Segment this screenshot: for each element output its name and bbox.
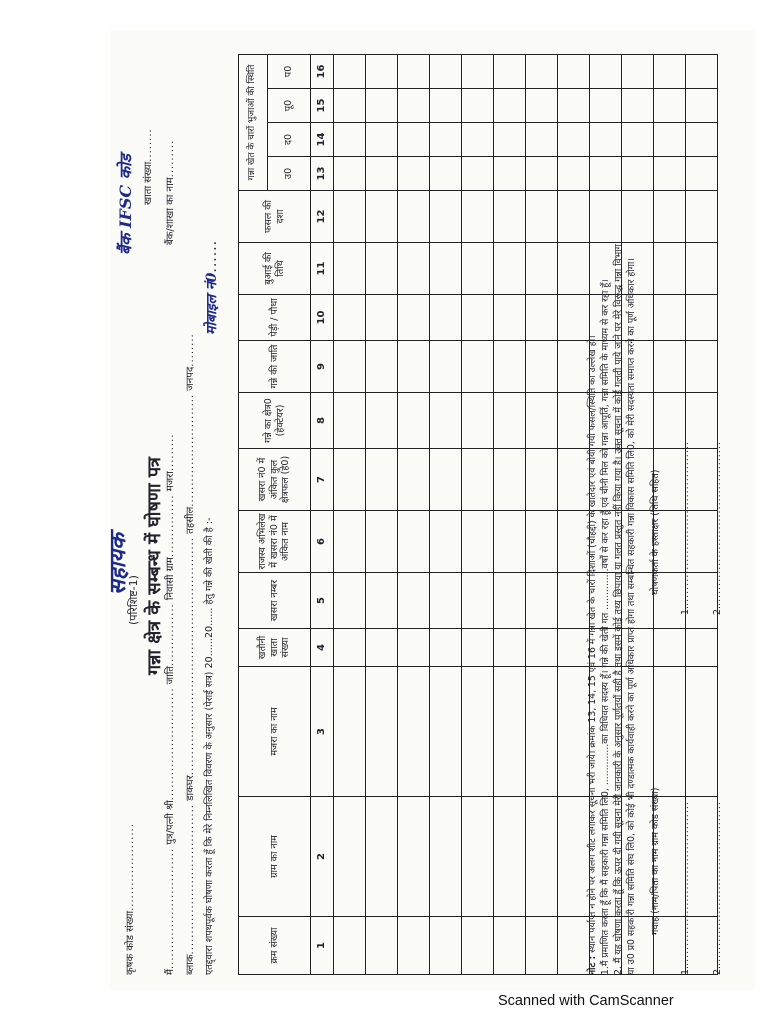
table-cell[interactable] xyxy=(526,341,558,393)
table-cell[interactable] xyxy=(398,157,430,191)
table-cell[interactable] xyxy=(558,511,590,573)
table-cell[interactable] xyxy=(686,629,718,667)
table-cell[interactable] xyxy=(398,89,430,123)
col-header: फसल की दशा xyxy=(239,191,311,243)
table-cell[interactable] xyxy=(494,917,526,975)
table-cell[interactable] xyxy=(654,54,686,88)
table-cell[interactable] xyxy=(462,573,494,629)
table-row xyxy=(494,54,526,974)
column-number: 16 xyxy=(311,54,334,88)
mobile-line: मोबाइल नं0...... xyxy=(204,239,220,335)
table-cell[interactable] xyxy=(366,393,398,449)
table-cell[interactable] xyxy=(462,191,494,243)
table-cell[interactable] xyxy=(366,54,398,88)
table-cell[interactable] xyxy=(686,54,718,88)
table-cell[interactable] xyxy=(366,341,398,393)
table-cell[interactable] xyxy=(462,393,494,449)
table-cell[interactable] xyxy=(686,191,718,243)
col-header: क्रम संख्या xyxy=(239,917,311,975)
table-row xyxy=(526,54,558,974)
table-cell[interactable] xyxy=(558,393,590,449)
table-cell[interactable] xyxy=(558,157,590,191)
table-cell[interactable] xyxy=(494,511,526,573)
table-cell[interactable] xyxy=(398,629,430,667)
table-cell[interactable] xyxy=(526,917,558,975)
col-header: गन्ने की जाति xyxy=(239,341,311,393)
table-cell[interactable] xyxy=(494,449,526,511)
table-cell[interactable] xyxy=(398,191,430,243)
note-text: स्थान पर्याप्त न होने पर अलग शीट लगाकर सूचना भरी जाये। क्रमांक 13, 14, 15 एवं 16 में गन्ना खेत के चारों दिशाओं (चौहद्दी) के खातेदार एवं बोयी गयी फसल/स्थिति का उल्लेख हो। xyxy=(587,335,598,953)
table-cell[interactable] xyxy=(430,573,462,629)
col-header: बुआई की तिथि xyxy=(239,243,311,295)
account-number-line: खाता संख्या........ xyxy=(143,128,154,205)
table-cell[interactable] xyxy=(494,629,526,667)
table-cell[interactable] xyxy=(462,449,494,511)
table-cell[interactable] xyxy=(526,191,558,243)
point-2: 2. मैं यह घोषणा करता हूँ कि ऊपर दी गयी सूचना मेरी जानकारी के अनुसार पूर्णतयाँ सही है तथा इसमें कोई तथ्य छिपाया या गलत प्रस्तुत नहीं किया गया है। उक्त सूचना में कोई गलती पाये जाने पर मेरे विरूद्ध गन्ना विभाग xyxy=(613,244,624,975)
table-cell[interactable] xyxy=(654,667,686,797)
table-cell[interactable] xyxy=(334,341,366,393)
table-cell[interactable] xyxy=(526,667,558,797)
table-cell[interactable] xyxy=(398,54,430,88)
col-header: ग्राम का नाम xyxy=(239,797,311,917)
witness-2-line: 2.......................................... xyxy=(712,801,723,975)
table-cell[interactable] xyxy=(430,54,462,88)
table-cell[interactable] xyxy=(366,667,398,797)
table-cell[interactable] xyxy=(526,295,558,341)
form-number: (परिशिष्ट-1) xyxy=(127,575,140,625)
table-cell[interactable] xyxy=(398,797,430,917)
table-cell[interactable] xyxy=(526,393,558,449)
witness-label: गवाह (नाम/पिता का नाम ग्राम कोड संख्या) xyxy=(650,787,661,935)
table-cell[interactable] xyxy=(494,393,526,449)
signature-1-line: 1.......................................... xyxy=(680,441,691,615)
table-cell[interactable] xyxy=(462,629,494,667)
table-cell[interactable] xyxy=(526,511,558,573)
table-cell[interactable] xyxy=(494,157,526,191)
table-row xyxy=(366,54,398,974)
address-line: ब्लाक.................................... डाकघर......................................................... तहसील........................... जनपद........ xyxy=(185,333,196,975)
table-cell[interactable] xyxy=(558,243,590,295)
signature-2-line: 2.......................................... xyxy=(712,441,723,615)
table-cell[interactable] xyxy=(558,917,590,975)
mobile-label: मोबाइल नं0 xyxy=(204,272,220,335)
table-cell[interactable] xyxy=(398,511,430,573)
col-header: खसरा नं0 में अंकित कुल क्षेत्रफल (हे0) xyxy=(239,449,311,511)
handwritten-heading: सहायक xyxy=(105,533,131,595)
table-cell[interactable] xyxy=(366,917,398,975)
table-cell[interactable] xyxy=(686,123,718,157)
boundary-group-header: गन्ना खेत के चारों भुजाओं की स्थिति xyxy=(239,54,268,190)
column-number: 7 xyxy=(311,449,334,511)
table-cell[interactable] xyxy=(526,449,558,511)
table-cell[interactable] xyxy=(398,341,430,393)
table-cell[interactable] xyxy=(494,89,526,123)
col-header: उ0 xyxy=(268,157,311,191)
table-cell[interactable] xyxy=(398,295,430,341)
table-cell[interactable] xyxy=(334,123,366,157)
table-cell[interactable] xyxy=(430,157,462,191)
table-cell[interactable] xyxy=(686,341,718,393)
table-cell[interactable] xyxy=(334,573,366,629)
declaration-line: एतद्द्वारा शपथपूर्वक घोषणा करता हूँ कि मेरे निम्नलिखित विवरण के अनुसार (पेराई सत्र) 20......20...... हेतु गन्ने की खेती की है :- xyxy=(204,517,215,975)
table-row xyxy=(398,54,430,974)
table-cell[interactable] xyxy=(494,797,526,917)
col-header: पू0 xyxy=(268,89,311,123)
table-cell[interactable] xyxy=(334,54,366,88)
farmer-code-line: कृषक कोड संख्या..................... xyxy=(125,823,136,975)
table-cell[interactable] xyxy=(334,295,366,341)
farmer-code-label: कृषक कोड संख्या xyxy=(125,910,136,975)
line-caste: जाति xyxy=(165,666,176,685)
column-number: 13 xyxy=(311,157,334,191)
table-cell[interactable] xyxy=(366,295,398,341)
table-cell[interactable] xyxy=(366,573,398,629)
declaration-table xyxy=(238,54,718,975)
form-title: गन्ना क्षेत्र के सम्बन्ध में घोषणा पत्र xyxy=(144,457,165,675)
column-number: 8 xyxy=(311,393,334,449)
table-cell[interactable] xyxy=(334,243,366,295)
column-number: 3 xyxy=(311,667,334,797)
table-cell[interactable] xyxy=(398,573,430,629)
col-header: खसरा नम्बर xyxy=(239,573,311,629)
declarant-line: मैं............................. पुत्र/पत्नी श्री........................... जाति............... निवासी ग्राम............... मजरा......... xyxy=(165,433,176,975)
table-cell[interactable] xyxy=(686,89,718,123)
column-number: 15 xyxy=(311,89,334,123)
table-cell[interactable] xyxy=(526,123,558,157)
table-cell[interactable] xyxy=(430,341,462,393)
line-post: डाकघर xyxy=(185,775,196,801)
table-cell[interactable] xyxy=(654,243,686,295)
column-number: 2 xyxy=(311,797,334,917)
column-number: 1 xyxy=(311,917,334,975)
table-cell[interactable] xyxy=(398,449,430,511)
table-cell[interactable] xyxy=(654,123,686,157)
table-cell[interactable] xyxy=(366,123,398,157)
table-cell[interactable] xyxy=(654,157,686,191)
table-cell[interactable] xyxy=(654,89,686,123)
table-cell[interactable] xyxy=(526,797,558,917)
column-number: 10 xyxy=(311,295,334,341)
column-number: 9 xyxy=(311,341,334,393)
line-resident: निवासी ग्राम xyxy=(165,557,176,601)
table-cell[interactable] xyxy=(654,393,686,449)
line-main: मैं xyxy=(165,969,176,975)
table-cell[interactable] xyxy=(462,89,494,123)
table-cell[interactable] xyxy=(430,797,462,917)
table-cell[interactable] xyxy=(558,123,590,157)
signature-2-number: 2. xyxy=(712,605,723,615)
table-cell[interactable] xyxy=(430,191,462,243)
table-cell[interactable] xyxy=(366,243,398,295)
table-cell[interactable] xyxy=(430,511,462,573)
col-header: गन्ने का क्षेत्र0 (हेक्टेयर) xyxy=(239,393,311,449)
table-cell[interactable] xyxy=(558,667,590,797)
line-son-of: पुत्र/पत्नी श्री xyxy=(165,800,176,845)
column-number: 14 xyxy=(311,123,334,157)
table-cell[interactable] xyxy=(526,157,558,191)
bank-code-handwritten: बैंक IFSC कोड xyxy=(116,154,135,255)
notes-section xyxy=(586,55,638,975)
column-number: 4 xyxy=(311,629,334,667)
table-cell[interactable] xyxy=(686,393,718,449)
table-cell[interactable] xyxy=(526,573,558,629)
table-cell[interactable] xyxy=(494,123,526,157)
table-cell[interactable] xyxy=(334,157,366,191)
table-cell[interactable] xyxy=(494,243,526,295)
table-cell[interactable] xyxy=(558,797,590,917)
table-cell[interactable] xyxy=(430,393,462,449)
column-number: 6 xyxy=(311,511,334,573)
table-cell[interactable] xyxy=(430,89,462,123)
col-header: खतौनी खाता संख्या xyxy=(239,629,311,667)
table-cell[interactable] xyxy=(366,449,398,511)
table-cell[interactable] xyxy=(334,511,366,573)
col-header: प0 xyxy=(268,54,311,88)
table-row xyxy=(430,54,462,974)
table-cell[interactable] xyxy=(398,667,430,797)
table-cell[interactable] xyxy=(558,191,590,243)
table-cell[interactable] xyxy=(654,341,686,393)
table-row xyxy=(558,54,590,974)
table-cell[interactable] xyxy=(558,573,590,629)
table-cell[interactable] xyxy=(334,667,366,797)
table-cell[interactable] xyxy=(686,157,718,191)
witness-2-number: 2. xyxy=(712,965,723,975)
table-cell[interactable] xyxy=(494,667,526,797)
witness-1-number: 1. xyxy=(680,965,691,975)
table-cell[interactable] xyxy=(686,667,718,797)
table-cell[interactable] xyxy=(558,89,590,123)
column-number: 5 xyxy=(311,573,334,629)
table-cell[interactable] xyxy=(398,393,430,449)
table-cell[interactable] xyxy=(430,629,462,667)
table-cell[interactable] xyxy=(558,449,590,511)
table-cell[interactable] xyxy=(334,797,366,917)
col-header: पेड़ी / पौधा xyxy=(239,295,311,341)
table-cell[interactable] xyxy=(558,629,590,667)
point-1: 1.मैं प्रमाणित करता हूँ कि मैं सहकारी गन्ना समिति लि0, ..............का विधिवत सदस्य हूँ। गन्ने की खेती गत ..............वर्षों से कर रहा हूँ एवं चीनी मिल को गन्ना आपूर्ति, गन्ना समिति के माध्यम से कर रहा हूँ। xyxy=(600,279,611,975)
table-cell[interactable] xyxy=(494,191,526,243)
table-cell[interactable] xyxy=(526,243,558,295)
table-cell[interactable] xyxy=(526,629,558,667)
declarant-signature-label: घोषणकर्ता के हस्ताक्षर (तिथि सहित) xyxy=(650,469,661,595)
table-cell[interactable] xyxy=(558,341,590,393)
table-cell[interactable] xyxy=(462,511,494,573)
table-cell[interactable] xyxy=(430,917,462,975)
table-cell[interactable] xyxy=(494,295,526,341)
table-cell[interactable] xyxy=(462,54,494,88)
table-cell[interactable] xyxy=(686,295,718,341)
table-cell[interactable] xyxy=(334,629,366,667)
line-village: मजरा xyxy=(165,471,176,492)
table-cell[interactable] xyxy=(462,243,494,295)
table-cell[interactable] xyxy=(366,89,398,123)
table-cell[interactable] xyxy=(366,191,398,243)
column-number-row xyxy=(311,54,334,974)
table-cell[interactable] xyxy=(366,797,398,917)
table-cell[interactable] xyxy=(366,157,398,191)
bank-branch-label: बैंक/शाखा का नाम xyxy=(165,177,176,245)
column-number: 11 xyxy=(311,243,334,295)
note-label: नोट : xyxy=(587,955,598,975)
col-header: द0 xyxy=(268,123,311,157)
point-2-continued: या उ0 प्र0 सहकारी गन्ना समिति संघ लि0, को कोई भी दण्डात्मक कार्यवाही करने का पूर्ण अधिकार प्राप्त होगा तथा सम्बन्धित सहकारी गन्ना विकास समिति लि0, को मेरी सदस्यता समाप्त करने का पूर्ण अधिकार होगा। xyxy=(626,258,637,975)
table-cell[interactable] xyxy=(398,123,430,157)
table-cell[interactable] xyxy=(462,667,494,797)
table-cell[interactable] xyxy=(334,89,366,123)
table-cell[interactable] xyxy=(494,341,526,393)
table-cell[interactable] xyxy=(686,243,718,295)
table-row xyxy=(462,54,494,974)
table-cell[interactable] xyxy=(462,797,494,917)
line-block: ब्लाक xyxy=(185,954,196,975)
note-line xyxy=(586,55,599,975)
line-tehsil: तहसील xyxy=(185,506,196,534)
table-cell[interactable] xyxy=(558,295,590,341)
table-cell[interactable] xyxy=(334,917,366,975)
line-district: जनपद xyxy=(185,366,196,391)
table-cell[interactable] xyxy=(494,573,526,629)
table-cell[interactable] xyxy=(430,123,462,157)
witness-1-line: 1.......................................... xyxy=(680,801,691,975)
table-cell[interactable] xyxy=(494,54,526,88)
table-cell[interactable] xyxy=(334,393,366,449)
table-cell[interactable] xyxy=(462,295,494,341)
table-cell[interactable] xyxy=(462,123,494,157)
table-cell[interactable] xyxy=(462,341,494,393)
table-cell[interactable] xyxy=(654,295,686,341)
table-cell[interactable] xyxy=(654,629,686,667)
table-cell[interactable] xyxy=(430,449,462,511)
table-cell[interactable] xyxy=(526,89,558,123)
table-cell[interactable] xyxy=(558,54,590,88)
table-cell[interactable] xyxy=(366,629,398,667)
table-cell[interactable] xyxy=(526,54,558,88)
signature-1-number: 1. xyxy=(680,605,691,615)
camscanner-watermark: Scanned with CamScanner xyxy=(498,993,674,1009)
col-header: मजरा का नाम xyxy=(239,667,311,797)
table-cell[interactable] xyxy=(430,243,462,295)
table-cell[interactable] xyxy=(654,191,686,243)
col-header: राजस्व अभिलेख में खसरा नं0 में अंकित नाम xyxy=(239,511,311,573)
table-cell[interactable] xyxy=(398,243,430,295)
table-cell[interactable] xyxy=(366,511,398,573)
table-cell[interactable] xyxy=(398,917,430,975)
table-cell[interactable] xyxy=(430,295,462,341)
table-cell[interactable] xyxy=(462,157,494,191)
table-cell[interactable] xyxy=(462,917,494,975)
rotated-declaration-form xyxy=(105,55,760,975)
column-number: 12 xyxy=(311,191,334,243)
table-cell[interactable] xyxy=(430,667,462,797)
table-row xyxy=(334,54,366,974)
account-number-label: खाता संख्या xyxy=(143,161,154,205)
bank-branch-line: बैंक/शाखा का नाम......... xyxy=(165,139,176,245)
table-cell[interactable] xyxy=(334,191,366,243)
table-cell[interactable] xyxy=(334,449,366,511)
